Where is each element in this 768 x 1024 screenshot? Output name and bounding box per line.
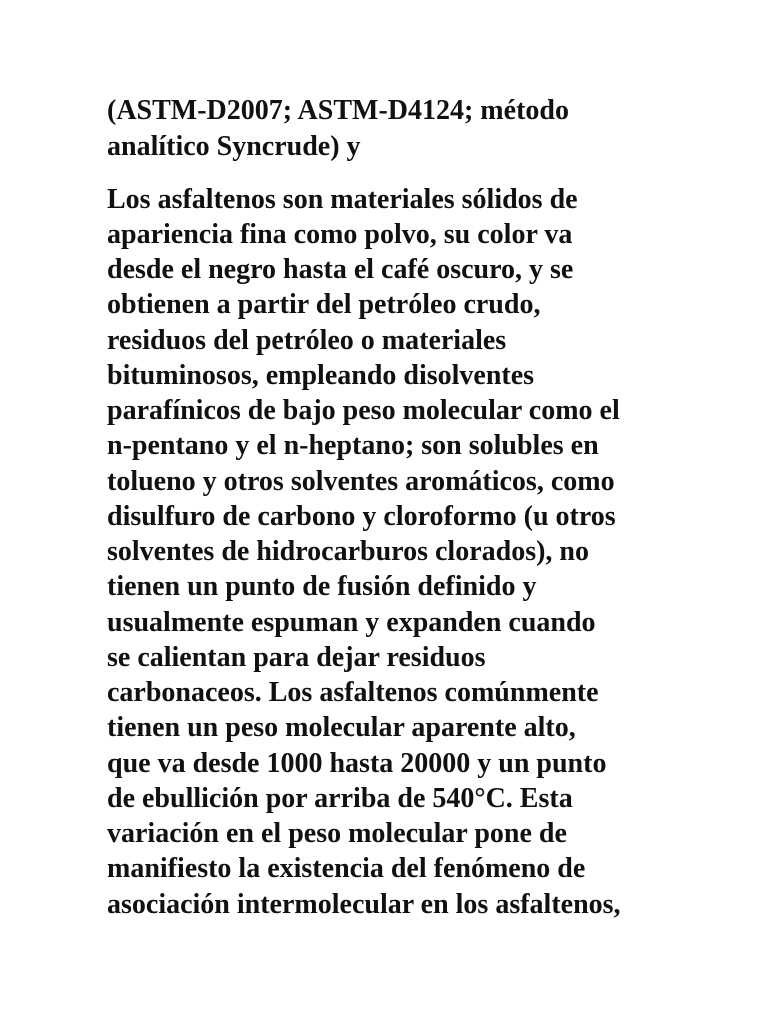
- body-line: n-pentano y el n-heptano; son solubles en: [107, 430, 599, 461]
- body-line: desde el negro hasta el café oscuro, y se: [107, 254, 574, 285]
- body-line: obtienen a partir del petróleo crudo,: [107, 289, 541, 320]
- heading-line: analítico Syncrude) y: [107, 131, 361, 162]
- body-line: variación en el peso molecular pone de: [107, 818, 567, 849]
- heading-line: (ASTM-D2007; ASTM-D4124; método: [107, 95, 569, 126]
- body-line: manifiesto la existencia del fenómeno de: [107, 853, 586, 884]
- body-line: bituminosos, empleando disolventes: [107, 360, 535, 391]
- body-line: apariencia fina como polvo, su color va: [107, 219, 573, 250]
- body-line: que va desde 1000 hasta 20000 y un punto: [107, 748, 607, 779]
- body-line: tolueno y otros solventes aromáticos, como: [107, 466, 615, 497]
- body-line: parafínicos de bajo peso molecular como el: [107, 395, 620, 426]
- body-line: se calientan para dejar residuos: [107, 642, 486, 673]
- body-line: Los asfaltenos son materiales sólidos de: [107, 184, 578, 215]
- body-line: usualmente espuman y expanden cuando: [107, 607, 596, 638]
- body-line: de ebullición por arriba de 540°C. Esta: [107, 783, 573, 814]
- body-line: tienen un peso molecular aparente alto,: [107, 712, 576, 743]
- body-line: asociación intermolecular en los asfaltenos,: [107, 889, 621, 920]
- body-line: solventes de hidrocarburos clorados), no: [107, 536, 589, 567]
- body-line: residuos del petróleo o materiales: [107, 325, 507, 356]
- body-line: tienen un punto de fusión definido y: [107, 571, 537, 602]
- body-line: disulfuro de carbono y cloroformo (u otros: [107, 501, 616, 532]
- body-line: carbonaceos. Los asfaltenos comúnmente: [107, 677, 599, 708]
